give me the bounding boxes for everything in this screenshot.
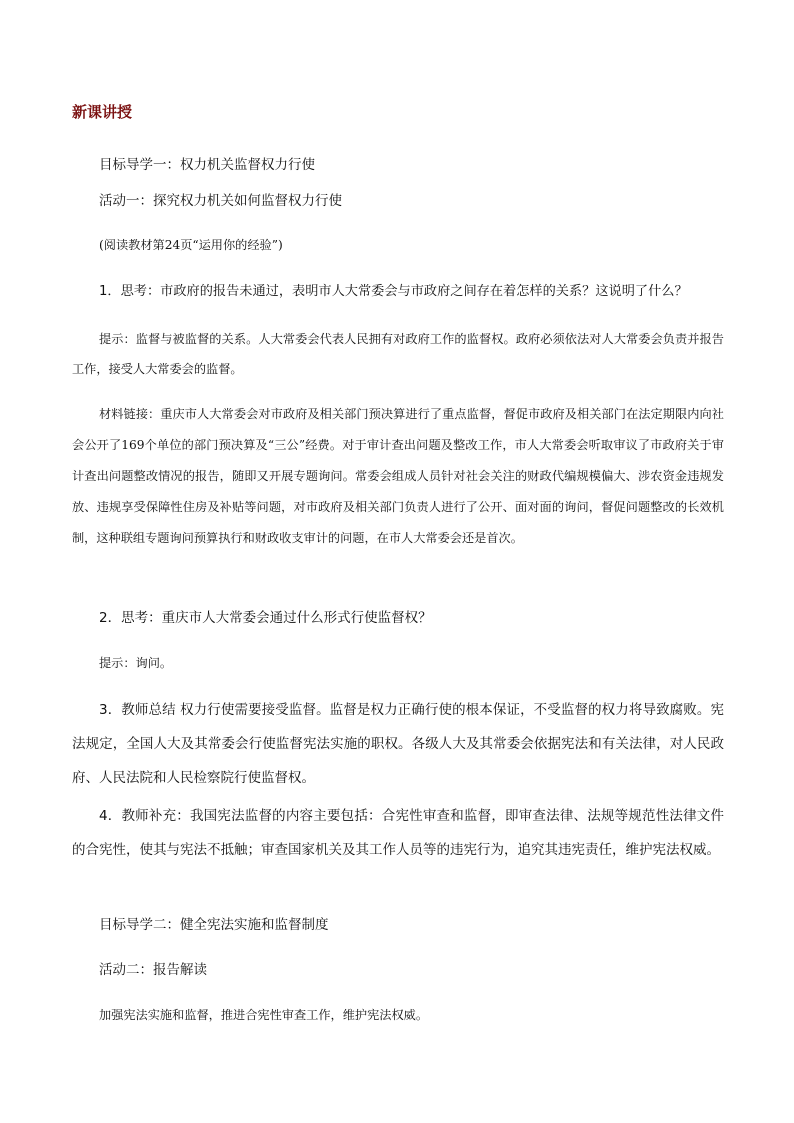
goal-two-heading: 目标导学二：健全宪法实施和监督制度 (99, 917, 329, 933)
hint-one: 提示：监督与被监督的关系。人大常委会代表人民拥有对政府工作的监督权。政府必须依法对人大常委会负责并报告工作，接受人大常委会的监督。 (72, 332, 724, 376)
material-link: 材料链接：重庆市人大常委会对市政府及相关部门预决算进行了重点监督，督促市政府及相关部门在法定期限内向社会公开了169个单位的部门预决算及“三公”经费。对于审计查出问题及整改工作，市人大常委会听取审议了市政府关于审计查出问题整改情况的报告，随即又开展专题询问。常委会组成人员针对社会关注的财政代编规模偏大、涉农资金违规发放、违规享受保障性住房及补贴等问题，对市政府及相关部门负责人进行了公开、面对面的询问，督促问题整改的长效机制，这种联组专题询问预算执行和财政收支审计的问题，在市人大常委会还是首次。 (72, 407, 724, 545)
reading-note: (阅读教材第24页“运用你的经验”) (99, 238, 283, 252)
question-two: 2．思考：重庆市人大常委会通过什么形式行使监督权？ (99, 610, 432, 626)
activity-one-heading: 活动一：探究权力机关如何监督权力行使 (99, 193, 342, 209)
goal-one-heading: 目标导学一：权力机关监督权力行使 (99, 157, 315, 173)
teacher-supplement: 4．教师补充：我国宪法监督的内容主要包括：合宪性审查和监督，即审查法律、法规等规范性法律文件的合宪性，使其与宪法不抵触；审查国家机关及其工作人员等的违宪行为，追究其违宪责任，维护宪法权威。 (72, 808, 724, 858)
question-one: 1．思考：市政府的报告未通过，表明市人大常委会与市政府之间存在着怎样的关系？这说明了什么？ (99, 284, 688, 299)
teacher-summary: 3．教师总结 权力行使需要接受监督。监督是权力正确行使的根本保证，不受监督的权力将导致腐败。宪法规定，全国人大及其常委会行使监督宪法实施的职权。各级人大及其常委会依据宪法和有关法律，对人民政府、人民法院和人民检察院行使监督权。 (72, 702, 724, 786)
activity-two-heading: 活动二：报告解读 (99, 962, 207, 978)
report-quote: 加强宪法实施和监督，推进合宪性审查工作，维护宪法权威。 (99, 1008, 429, 1022)
hint-two: 提示：询问。 (99, 656, 173, 670)
section-title: 新课讲授 (72, 103, 133, 121)
